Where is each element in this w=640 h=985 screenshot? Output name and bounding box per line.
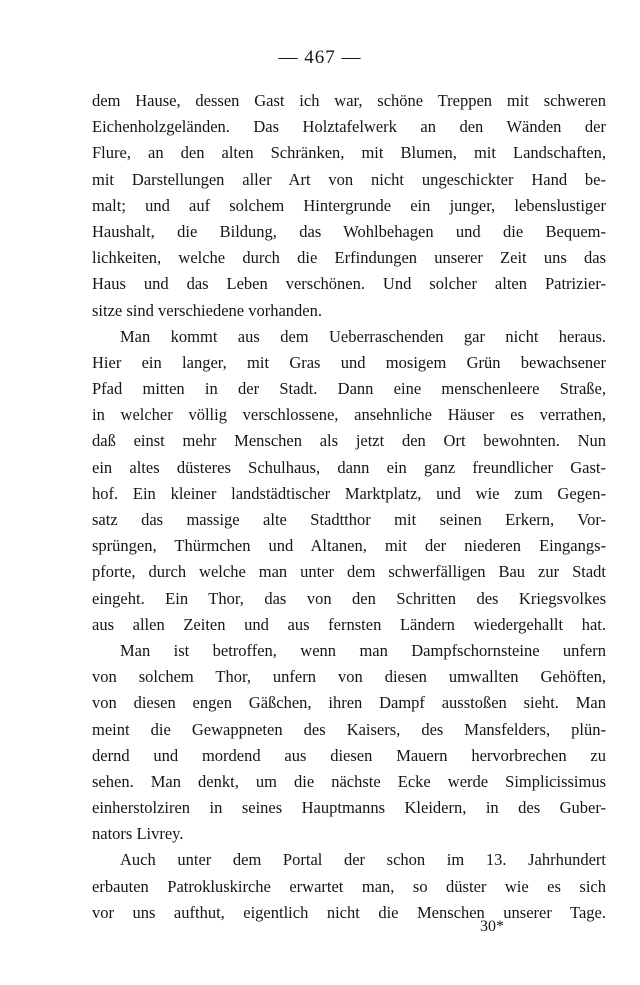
text-line: aus allen Zeiten und aus fernsten Ländern wiedergehallt hat. bbox=[92, 614, 606, 634]
text-line: meint die Gewappneten des Kaisers, des Mansfelders, plün- bbox=[92, 719, 606, 739]
text-line: Haushalt, die Bildung, das Wohlbehagen und die Bequem- bbox=[92, 221, 606, 241]
text-line: satz das massige alte Stadtthor mit seinen Erkern, Vor- bbox=[92, 510, 606, 529]
text-line: Haus und das Leben verschönen. Und solcher alten Patrizier- bbox=[92, 274, 606, 294]
text-line: einherstolziren in seines Hauptmanns Kleidern, in des Guber- bbox=[92, 798, 606, 818]
text-line: pforte, durch welche man unter dem schwerfälligen Bau zur Stadt bbox=[92, 562, 606, 582]
text-line: in welcher völlig verschlossene, ansehnliche Häuser es verrathen, bbox=[92, 405, 606, 425]
text-line: Eichenholzgeländen. Das Holztafelwerk an den Wänden der bbox=[92, 117, 606, 137]
text-line: nators Livrey. bbox=[92, 824, 184, 844]
text-line: von solchem Thor, unfern von diesen umwallten Gehöften, bbox=[92, 667, 606, 687]
text-line: malt; und auf solchem Hintergrunde ein junger, lebenslustiger bbox=[92, 195, 606, 215]
text-line: Auch unter dem Portal der schon im 13. Jahrhundert bbox=[120, 850, 606, 870]
text-line: sitze sind verschiedene vorhanden. bbox=[92, 300, 323, 320]
text-line: vor uns aufthut, eigentlich nicht die Menschen unserer Tage. bbox=[92, 902, 606, 922]
page-number: — 467 — bbox=[278, 47, 362, 68]
text-line: ein altes düsteres Schulhaus, dann ein ganz freundlicher Gast- bbox=[92, 457, 606, 477]
text-line: lichkeiten, welche durch die Erfindungen unserer Zeit uns das bbox=[92, 248, 606, 268]
text-line: Hier ein langer, mit Gras und mosigem Grün bewachsener bbox=[92, 352, 606, 372]
body-text bbox=[92, 88, 606, 926]
text-line: dem Hause, dessen Gast ich war, schöne Treppen mit schweren bbox=[92, 91, 606, 110]
text-line: mit Darstellungen aller Art von nicht ungeschickter Hand be- bbox=[92, 169, 606, 189]
text-line: Pfad mitten in der Stadt. Dann eine menschenleere Straße, bbox=[92, 379, 606, 399]
text-line: erbauten Patrokluskirche erwartet man, so düster wie es sich bbox=[92, 876, 606, 896]
text-line: Man ist betroffen, wenn man Dampfschornsteine unfern bbox=[120, 640, 606, 660]
text-line: Man kommt aus dem Ueberraschenden gar nicht heraus. bbox=[120, 326, 606, 346]
signature-mark: 30* bbox=[480, 918, 504, 935]
text-line: sehen. Man denkt, um die nächste Ecke werde Simplicissimus bbox=[92, 771, 606, 791]
text-line: dernd und mordend aus diesen Mauern hervorbrechen zu bbox=[92, 745, 606, 765]
text-line: sprüngen, Thürmchen und Altanen, mit der niederen Eingangs- bbox=[92, 536, 606, 556]
text-line: Flure, an den alten Schränken, mit Blumen, mit Landschaften, bbox=[92, 143, 606, 163]
text-line: daß einst mehr Menschen als jetzt den Ort bewohnten. Nun bbox=[92, 431, 606, 451]
text-line: von diesen engen Gäßchen, ihren Dampf ausstoßen sieht. Man bbox=[92, 693, 606, 713]
text-line: eingeht. Ein Thor, das von den Schritten des Kriegsvolkes bbox=[92, 588, 606, 608]
text-line: hof. Ein kleiner landstädtischer Marktplatz, und wie zum Gegen- bbox=[92, 483, 606, 503]
